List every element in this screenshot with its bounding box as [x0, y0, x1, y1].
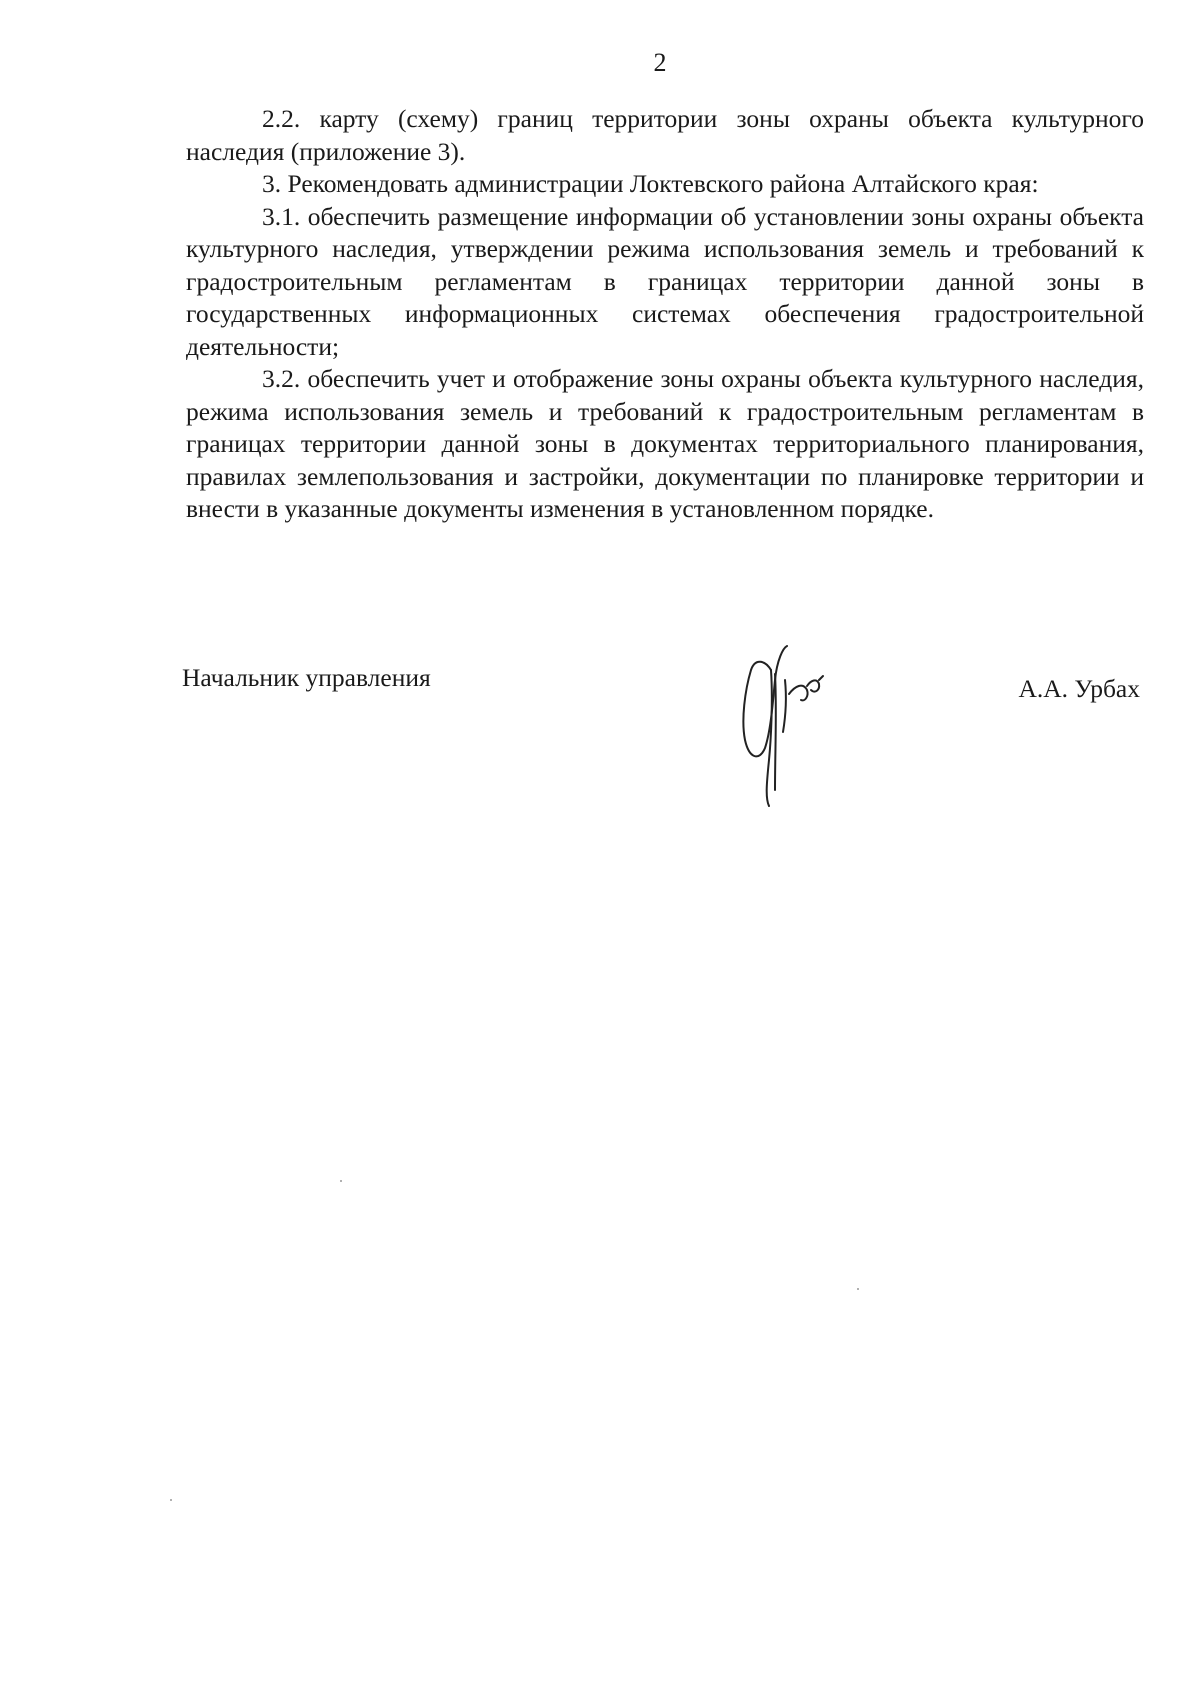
paragraph-2-2: 2.2. карту (схему) границ территории зоны охраны объекта культурного наследия (приложение 3). [186, 104, 1144, 166]
page-number: 2 [653, 48, 667, 77]
paragraph-3: 3. Рекомендовать администрации Локтевского района Алтайского края: [262, 169, 1039, 198]
paragraph-3-2: 3.2. обеспечить учет и отображение зоны охраны объекта культурного наследия, режима использования земель и требований к градостроительным регламентам в границах территории данной зоны в документах территориального планирования, правилах землепользования и застройки, документации по планировке территории и внести в указанные документы изменения в установленном порядке. [186, 364, 1144, 523]
scan-speck [857, 1288, 859, 1290]
paragraph-3-1: 3.1. обеспечить размещение информации об установлении зоны охраны объекта культурного наследия, утверждении режима использования земель и требований к градостроительным регламентам в границах территории данной зоны в государственных информационных системах обеспечения градостроительной деятельности; [186, 201, 1144, 361]
scan-speck [340, 1180, 342, 1182]
signatory-name: А.А. Урбах [1018, 674, 1140, 703]
document-body [186, 103, 1144, 526]
scan-speck [170, 1499, 172, 1501]
handwritten-signature [725, 640, 855, 810]
signatory-title: Начальник управления [182, 663, 431, 692]
